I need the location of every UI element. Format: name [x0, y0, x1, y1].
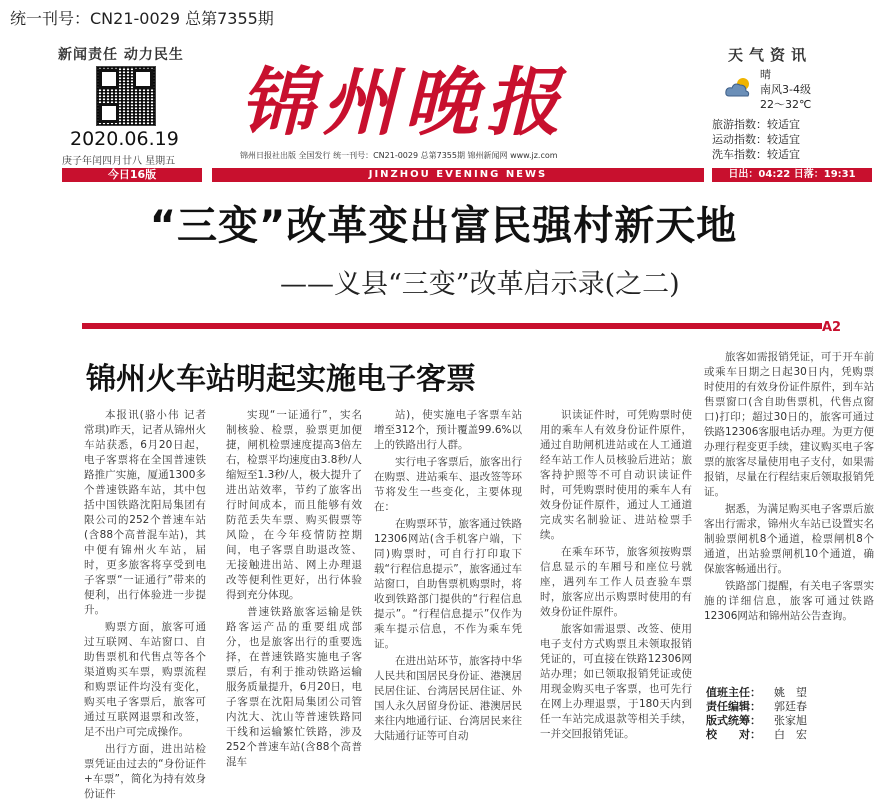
credit-row: [706, 700, 807, 714]
credit-label: 版式统筹：: [706, 714, 761, 727]
article-column-5: [704, 350, 874, 680]
paragraph: 识读证件时，可凭购票时使用的乘车人有效身份证件原件，通过自助闸机进站或在人工通道经车站工作人员核验后进站；旅客持护照等不可自动识读证件时，可凭购票时使用的乘车人有效身份证件原件，通过人工通道完成实名制验证、进站检票手续。: [540, 409, 692, 541]
credit-label: 校 对：: [706, 728, 761, 741]
paragraph: 铁路部门提醒，有关电子客票实施的详细信息，旅客可通过铁路12306网站和锦州站公告查询。: [704, 580, 874, 622]
masthead-logo: 锦州晚报: [240, 60, 568, 146]
credit-name: 姚 望: [774, 686, 807, 699]
credit-label: 值班主任：: [706, 686, 761, 699]
weather-temp: 22～32℃: [760, 98, 812, 111]
english-name-bar: JINZHOU EVENING NEWS: [212, 168, 704, 182]
sport-index: 运动指数：较适宜: [712, 133, 800, 146]
masthead-info: 锦州日报社出版 全国发行 统一刊号：CN21-0029 总第7355期 锦州新闻网 www.jz.com: [240, 151, 558, 160]
travel-index: 旅游指数：较适宜: [712, 118, 800, 131]
cloud-icon: [724, 76, 752, 100]
paragraph: 在进出站环节，旅客持中华人民共和国居民身份证、港澳居民居住证、台湾居民居住证、外国人永久居留身份证、港澳居民来往内地通行证、台湾居民来往大陆通行证等可自动: [374, 655, 522, 742]
paragraph: 在购票环节，旅客通过铁路12306网站(含手机客户端，下同)购票时，可自行打印取下载“行程信息提示”，旅客通过车站窗口，自助售票机购票时，将收到铁路部门提供的“行程信息提示”。“行程信息提示”仅作为乘车提示信息，不作为乘车凭证。: [374, 518, 522, 650]
page-tag: A2: [822, 320, 842, 335]
article-title: 锦州火车站明起实施电子客票: [86, 362, 476, 397]
article-column-2: [226, 408, 362, 768]
article-column-3: [374, 408, 522, 744]
paragraph: 旅客如需退票、改签、使用电子支付方式购票且未领取报销凭证的，可直接在铁路12306网站办理；如已领取报销凭证或使用现金购买电子客票，也可先行在网上办理退票，于180天内到任一车站完成退款等相关手续，一并交回报销凭证。: [540, 623, 692, 740]
paragraph: 实现“一证通行”，实名制核验、检票，验票更加便捷，闸机检票速度提高3倍左右，检票平均速度由3.8秒/人缩短至1.3秒/人，极大提升了进出站效率，节约了旅客出行时间成本，而且能够有效防范丢失车票、购买假票等风险，在今年疫情防控期间，电子客票自助退改签、无接触进出站、网上办理退改等便利性更好，出行体验得到充分体现。: [226, 409, 362, 601]
weather-wind: 南风3-4级: [760, 83, 811, 96]
credit-row: [706, 728, 807, 742]
carwash-index: 洗车指数：较适宜: [712, 148, 800, 161]
paragraph: 普速铁路旅客运输是铁路客运产品的重要组成部分，也是旅客出行的重要选择，在普速铁路实施电子客票后，有利于推动铁路运输服务质量提升，6月20日，电子客票在沈阳局集团公司管内沈大、沈山等普速铁路同干线和运输繁忙铁路，涉及252个普速车站(含88个高普混车: [226, 606, 362, 768]
credit-row: [706, 714, 807, 728]
slogan: 新闻责任 动力民生: [58, 47, 184, 63]
weather-title: 天气资讯: [728, 46, 813, 64]
paragraph: 旅客如需报销凭证，可于开车前或乘车日期之日起30日内，凭购票时使用的有效身份证件原件，到车站售票窗口(含自助售票机，代售点窗口)打印；超过30日的，旅客可通过铁路12306客服电话办理。为更方便办理行程变更手续，建议购买电子客票的旅客尽量使用电子支付，如果需报销，尽量在行程结束后领取报销凭证。: [704, 351, 874, 498]
page-count-badge: 今日16版: [62, 168, 202, 182]
publication-id-line: 统一刊号：CN21-0029 总第7355期: [10, 9, 274, 28]
weather-condition: 晴: [760, 68, 771, 81]
paragraph: 在乘车环节，旅客须按购票信息显示的车厢号和座位号就座，遇列车工作人员查验车票时，旅客应出示购票时使用的有效身份证件原件。: [540, 546, 692, 618]
credit-name: 白 宏: [774, 728, 807, 741]
paragraph: 站)，使实施电子客票车站增至312个，预计覆盖99.6%以上的铁路出行人群。: [374, 409, 522, 451]
editor-credits: [706, 686, 807, 742]
issue-date: 2020.06.19: [70, 128, 179, 150]
paragraph: 实行电子客票后，旅客出行在购票、进站乘车、退改签等环节将发生一些变化，主要体现在：: [374, 456, 522, 513]
article-column-4: [540, 408, 692, 744]
credit-row: [706, 686, 807, 700]
feature-subheadline: ——义县“三变”改革启示录(之二): [280, 269, 680, 300]
credit-name: 张家旭: [774, 714, 807, 727]
paragraph: 本报讯(骆小伟 记者常琪)昨天，记者从锦州火车站获悉，6月20日起，电子客票将在全国普速铁路推广实施，厦通1300多个普速铁路车站，其中包括中国铁路沈阳局集团有限公司的252个普速车站(含88个高普混车站)，其中便有锦州火车站，届时，更多旅客将享受到电子客票“一证通行”带来的便利，出行体验进一步提升。: [84, 409, 206, 616]
paragraph: 购票方面，旅客可通过互联网、车站窗口、自助售票机和代售点等各个渠道购买车票，购票流程和购票证件均没有变化，购买电子客票后，旅客可通过互联网退票和改签，足不出户可完成操作。: [84, 621, 206, 738]
article-column-1: [84, 408, 206, 800]
paragraph: 据悉，为满足购买电子客票后旅客出行需求，锦州火车站已设置实名制验票闸机8个通道，检票闸机8个通道，出站验票闸机10个通道，确保旅客畅通出行。: [704, 503, 874, 575]
qr-code-icon: [96, 66, 156, 126]
feature-headline: “三变”改革变出富民强村新天地: [149, 203, 738, 249]
section-divider: [82, 323, 822, 329]
sunrise-sunset: 日出：04:22 日落：19:31: [712, 168, 872, 182]
credit-name: 郭廷春: [774, 700, 807, 713]
lunar-date: 庚子年闰四月廿八 星期五: [62, 156, 176, 167]
paragraph: 出行方面，进出站检票凭证由过去的“身份证件+车票”，简化为持有效身份证件: [84, 743, 206, 800]
credit-label: 责任编辑：: [706, 700, 761, 713]
